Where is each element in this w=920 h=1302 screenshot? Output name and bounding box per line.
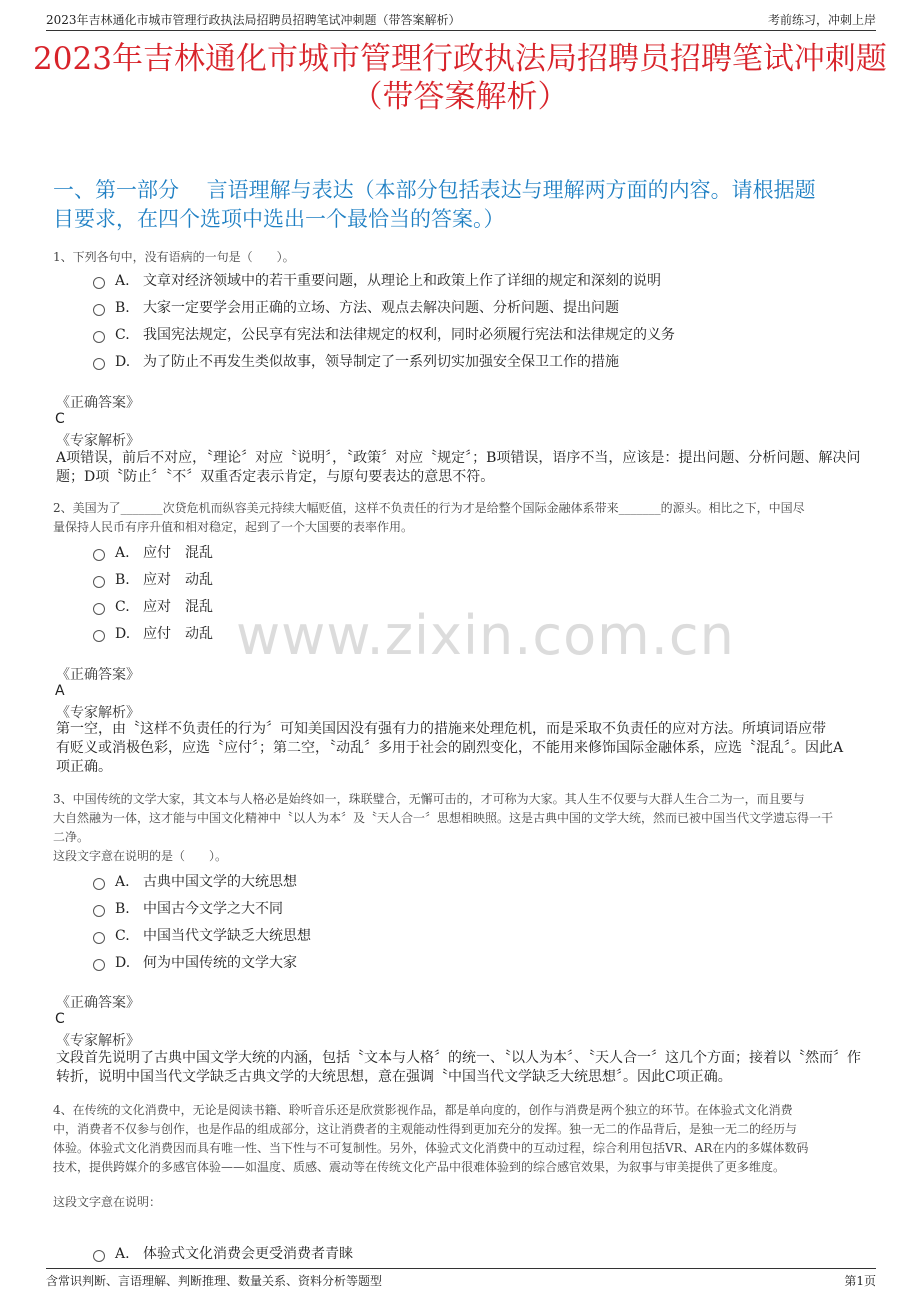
question-1-analysis	[56, 449, 866, 487]
stem-line: 二净。	[53, 830, 90, 844]
question-3-option-b[interactable]	[93, 898, 283, 918]
document-title	[0, 40, 920, 116]
analysis-line: 第一空，由〝这样不负责任的行为〞可知美国因没有强有力的措施来处理危机，而是采取不负责任的应对方法。所填词语应带	[56, 721, 826, 737]
option-text: 中国古今文学之大不同	[143, 901, 283, 917]
radio-icon[interactable]	[93, 549, 105, 561]
radio-icon[interactable]	[93, 932, 105, 944]
question-2-analysis	[56, 720, 866, 777]
radio-icon[interactable]	[93, 1250, 105, 1262]
stem-line: 2、美国为了_______次贷危机而纵容美元持续大幅贬值，这样不负责任的行为才是给整个国际金融体系带来_______的源头。相比之下，中国尽	[53, 501, 805, 515]
option-letter: C.	[115, 928, 130, 944]
question-2-option-c[interactable]	[93, 596, 213, 616]
radio-icon[interactable]	[93, 878, 105, 890]
question-3-option-c[interactable]	[93, 925, 311, 945]
radio-icon[interactable]	[93, 959, 105, 971]
analysis-label: 《专家解析》	[56, 705, 140, 721]
radio-icon[interactable]	[93, 905, 105, 917]
page-footer	[46, 1268, 876, 1289]
question-2-option-a[interactable]	[93, 542, 213, 562]
question-1-option-b[interactable]	[93, 297, 619, 317]
stem-line: 量保持人民币有序升值和相对稳定，起到了一个大国要的表率作用。	[53, 520, 414, 534]
stem-line: 体验。体验式文化消费因而具有唯一性、当下性与不可复制性。另外，体验式文化消费中的互动过程，综合利用包括VR、AR在内的多媒体数码	[53, 1141, 809, 1155]
page-number: 第1页	[844, 1274, 876, 1288]
question-1-stem	[53, 248, 868, 267]
option-text: 应付 动乱	[143, 626, 213, 642]
radio-icon[interactable]	[93, 630, 105, 642]
option-letter: A.	[115, 273, 130, 289]
answer-label: 《正确答案》	[56, 667, 140, 683]
stem-line: 技术，提供跨媒介的多感官体验——如温度、质感、震动等在传统文化产品中很难体验到的综合感官效果，为叙事与审美提供了更多维度。	[53, 1160, 786, 1174]
option-letter: B.	[115, 300, 130, 316]
radio-icon[interactable]	[93, 358, 105, 370]
title-line-2: （带答案解析）	[351, 79, 569, 115]
analysis-line: 有贬义或消极色彩，应选〝应付〞；第二空，〝动乱〞多用于社会的剧烈变化，不能用来修饰国际金融体系，应选〝混乱〞。因此A	[56, 740, 844, 756]
radio-icon[interactable]	[93, 576, 105, 588]
stem-line: 大自然融为一体，这才能与中国文化精神中〝以人为本〞及〝天人合一〞思想相映照。这是古典中国的文学大统，然而已被中国当代文学遗忘得一干	[53, 811, 834, 825]
stem-line: 这段文字意在说明的是（ ）。	[53, 849, 228, 863]
option-text: 何为中国传统的文学大家	[143, 955, 297, 971]
radio-icon[interactable]	[93, 304, 105, 316]
option-letter: A.	[115, 1246, 130, 1262]
analysis-line: 转折，说明中国当代文学缺乏古典文学的大统思想，意在强调〝中国当代文学缺乏大统思想〞。因此C项正确。	[56, 1069, 732, 1085]
question-1-option-c[interactable]	[93, 324, 675, 344]
analysis-line: 文段首先说明了古典中国文学大统的内涵，包括〝文本与人格〞的统一、〝以人为本〞、〝天人合一〞这几个方面；接着以〝然而〞作	[56, 1050, 861, 1066]
question-2-stem	[53, 499, 868, 537]
option-letter: A.	[115, 545, 130, 561]
option-letter: D.	[115, 626, 131, 642]
option-text: 大家一定要学会用正确的立场、方法、观点去解决问题、分析问题、提出问题	[143, 300, 619, 316]
section-line-2: 目要求，在四个选项中选出一个最恰当的答案。）	[53, 207, 505, 231]
option-letter: D.	[115, 955, 131, 971]
question-1-option-d[interactable]	[93, 351, 619, 371]
radio-icon[interactable]	[93, 277, 105, 289]
analysis-line: 题；D项〝防止〞〝不〞双重否定表示肯定，与原句要表达的意思不符。	[56, 469, 495, 485]
header-doc-title: 2023年吉林通化市城市管理行政执法局招聘员招聘笔试冲刺题（带答案解析）	[46, 13, 461, 27]
stem-line: 3、中国传统的文学大家，其文本与人格必是始终如一，珠联璧合，无懈可击的，才可称为大家。其人生不仅要与大群人生合二为一，而且要与	[53, 792, 805, 806]
answer-label: 《正确答案》	[56, 395, 140, 411]
question-1-answer: C	[55, 411, 65, 427]
option-letter: A.	[115, 874, 130, 890]
title-line-1: 2023年吉林通化市城市管理行政执法局招聘员招聘笔试冲刺题	[33, 41, 887, 77]
question-1-option-a[interactable]	[93, 270, 661, 290]
footer-note: 含常识判断、言语理解、判断推理、数量关系、资料分析等题型	[46, 1274, 383, 1288]
option-letter: B.	[115, 901, 130, 917]
radio-icon[interactable]	[93, 331, 105, 343]
question-2-option-b[interactable]	[93, 569, 213, 589]
option-text: 应对 混乱	[143, 599, 213, 615]
option-text: 体验式文化消费会更受消费者青睐	[143, 1246, 353, 1262]
option-text: 为了防止不再发生类似故事，领导制定了一系列切实加强安全保卫工作的措施	[143, 354, 619, 370]
question-3-answer: C	[55, 1011, 65, 1027]
question-3-option-d[interactable]	[93, 952, 297, 972]
option-letter: D.	[115, 354, 131, 370]
option-text: 古典中国文学的大统思想	[143, 874, 297, 890]
question-4-prompt: 这段文字意在说明：	[53, 1195, 162, 1209]
option-text: 中国当代文学缺乏大统思想	[143, 928, 311, 944]
analysis-line: A项错误，前后不对应，〝理论〞对应〝说明〞，〝政策〞对应〝规定〞；B项错误，语序不当，应该是：提出问题、分析问题、解决问	[56, 450, 861, 466]
question-3-option-a[interactable]	[93, 871, 297, 891]
stem-line: 中，消费者不仅参与创作，也是作品的组成部分，这让消费者的主观能动性得到更加充分的发挥。独一无二的作品背后，是独一无二的经历与	[53, 1122, 798, 1136]
answer-label: 《正确答案》	[56, 995, 140, 1011]
section-heading	[53, 176, 870, 234]
option-text: 我国宪法规定，公民享有宪法和法律规定的权利，同时必须履行宪法和法律规定的义务	[143, 327, 675, 343]
option-text: 应对 动乱	[143, 572, 213, 588]
analysis-label: 《专家解析》	[56, 1033, 140, 1049]
question-3-analysis	[56, 1049, 866, 1087]
option-letter: C.	[115, 599, 130, 615]
question-3-stem	[53, 790, 868, 866]
analysis-label: 《专家解析》	[56, 433, 140, 449]
watermark: www.zixin.com.cn	[236, 604, 735, 667]
option-letter: C.	[115, 327, 130, 343]
page-header	[46, 8, 876, 31]
question-4-option-a[interactable]	[93, 1243, 353, 1263]
analysis-line: 项正确。	[56, 759, 112, 775]
radio-icon[interactable]	[93, 603, 105, 615]
question-2-option-d[interactable]	[93, 623, 213, 643]
question-4-stem	[53, 1101, 868, 1177]
option-text: 应付 混乱	[143, 545, 213, 561]
option-text: 文章对经济领域中的若干重要问题，从理论上和政策上作了详细的规定和深刻的说明	[143, 273, 661, 289]
header-slogan: 考前练习，冲刺上岸	[767, 13, 876, 27]
stem-line: 4、在传统的文化消费中，无论是阅读书籍、聆听音乐还是欣赏影视作品，都是单向度的，创作与消费是两个独立的环节。在体验式文化消费	[53, 1103, 793, 1117]
question-2-answer: A	[55, 683, 65, 699]
option-letter: B.	[115, 572, 130, 588]
section-line-1: 一、第一部分 言语理解与表达（本部分包括表达与理解两方面的内容。请根据题	[53, 178, 816, 202]
stem-line: 1、下列各句中，没有语病的一句是（ ）。	[53, 250, 295, 264]
